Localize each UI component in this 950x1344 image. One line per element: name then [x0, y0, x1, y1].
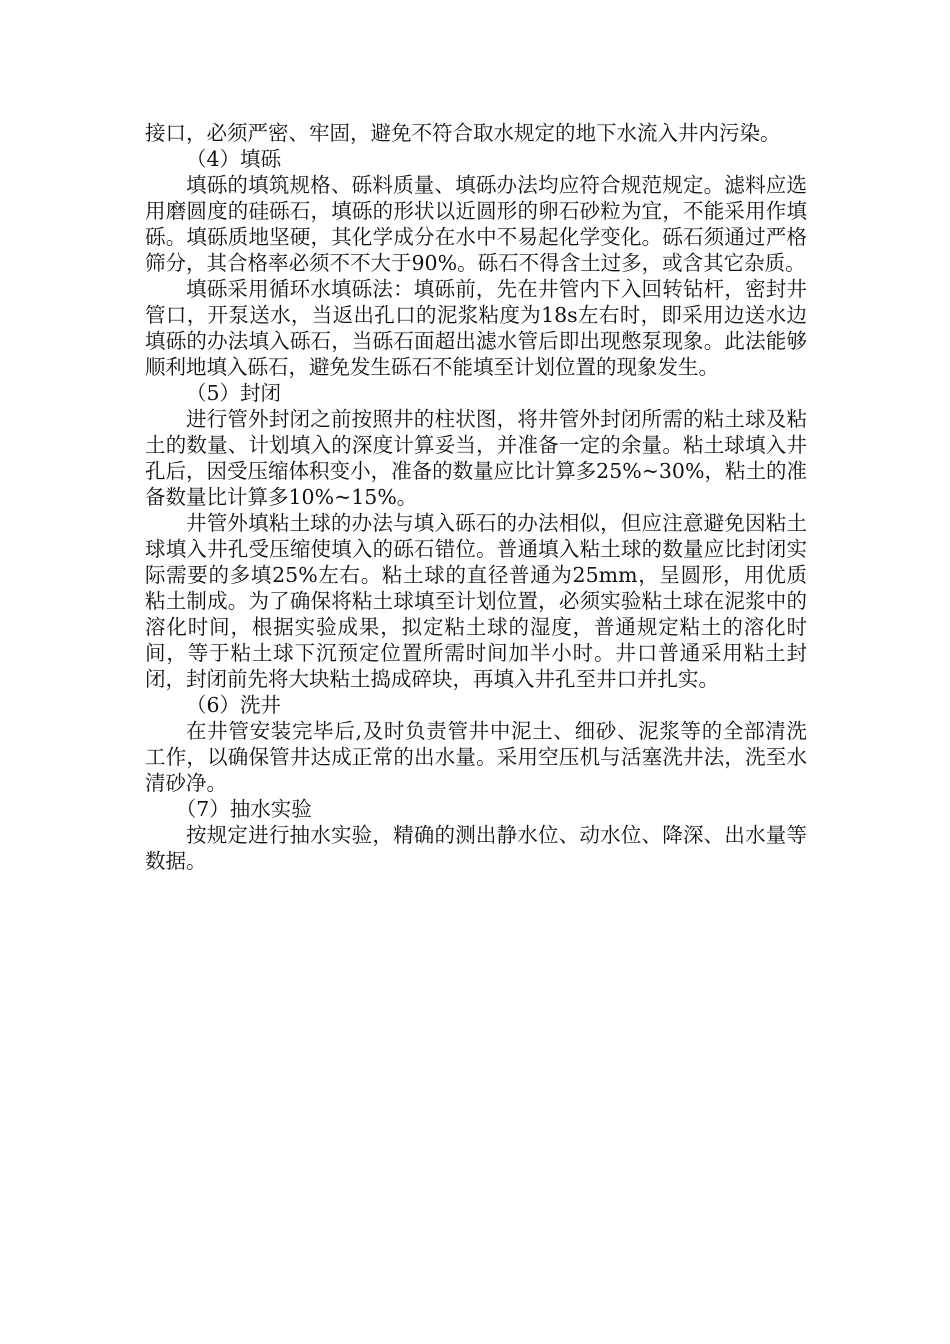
section-heading-7: （7）抽水实验 [175, 797, 312, 821]
section-heading-4: （4）填砾 [186, 147, 282, 171]
paragraph-seal-method: 井管外填粘土球的办法与填入砾石的办法相似，但应注意避免因粘土球填入井孔受压缩使填入的砾石错位。普通填入粘土球的数量应比封闭实际需要的多填25%左右。粘土球的直径普通为25mm，呈圆形，用优质粘土制成。为了确保将粘土球填至计划位置，必须实验粘土球在泥浆中的溶化时间，根据实验成果，拟定粘土球的湿度，普通规定粘土的溶化时间，等于粘土球下沉预定位置所需时间加半小时。井口普通采用粘土封闭，封闭前先将大块粘土捣成碎块，再填入井孔至井口并扎实。 [145, 511, 807, 691]
paragraph-intro: 接口，必须严密、牢固，避免不符合取水规定的地下水流入井内污染。 [145, 121, 781, 145]
paragraph-gravel-spec: 填砾的填筑规格、砾料质量、填砾办法均应符合规范规定。滤料应选用磨圆度的硅砾石，填砾的形状以近圆形的卵石砂粒为宜，不能采用作填砾。填砾质地坚硬，其化学成分在水中不易起化学变化。砾石须通过严格筛分，其合格率必须不不大于90%。砾石不得含土过多，或含其它杂质。 [145, 173, 807, 275]
section-heading-6: （6）洗井 [186, 693, 282, 717]
paragraph-seal-prep: 进行管外封闭之前按照井的柱状图，将井管外封闭所需的粘土球及粘土的数量、计划填入的深度计算妥当，并准备一定的余量。粘土球填入井孔后，因受压缩体积变小，准备的数量应比计算多25%~30%，粘土的准备数量比计算多10%~15%。 [145, 407, 807, 509]
paragraph-well-wash: 在井管安装完毕后,及时负责管井中泥土、细砂、泥浆等的全部清洗工作，以确保管井达成正常的出水量。采用空压机与活塞洗井法，洗至水清砂净。 [145, 719, 807, 795]
section-heading-5: （5）封闭 [186, 381, 282, 405]
paragraph-gravel-method: 填砾采用循环水填砾法：填砾前，先在井管内下入回转钻杆，密封井管口，开泵送水，当返出孔口的泥浆粘度为18s左右时，即采用边送水边填砾的办法填入砾石，当砾石面超出滤水管后即出现憋泵现象。此法能够顺利地填入砾石，避免发生砾石不能填至计划位置的现象发生。 [145, 277, 807, 379]
paragraph-pump-test: 按规定进行抽水实验，精确的测出静水位、动水位、降深、出水量等数据。 [145, 823, 807, 873]
document-page [145, 120, 807, 874]
